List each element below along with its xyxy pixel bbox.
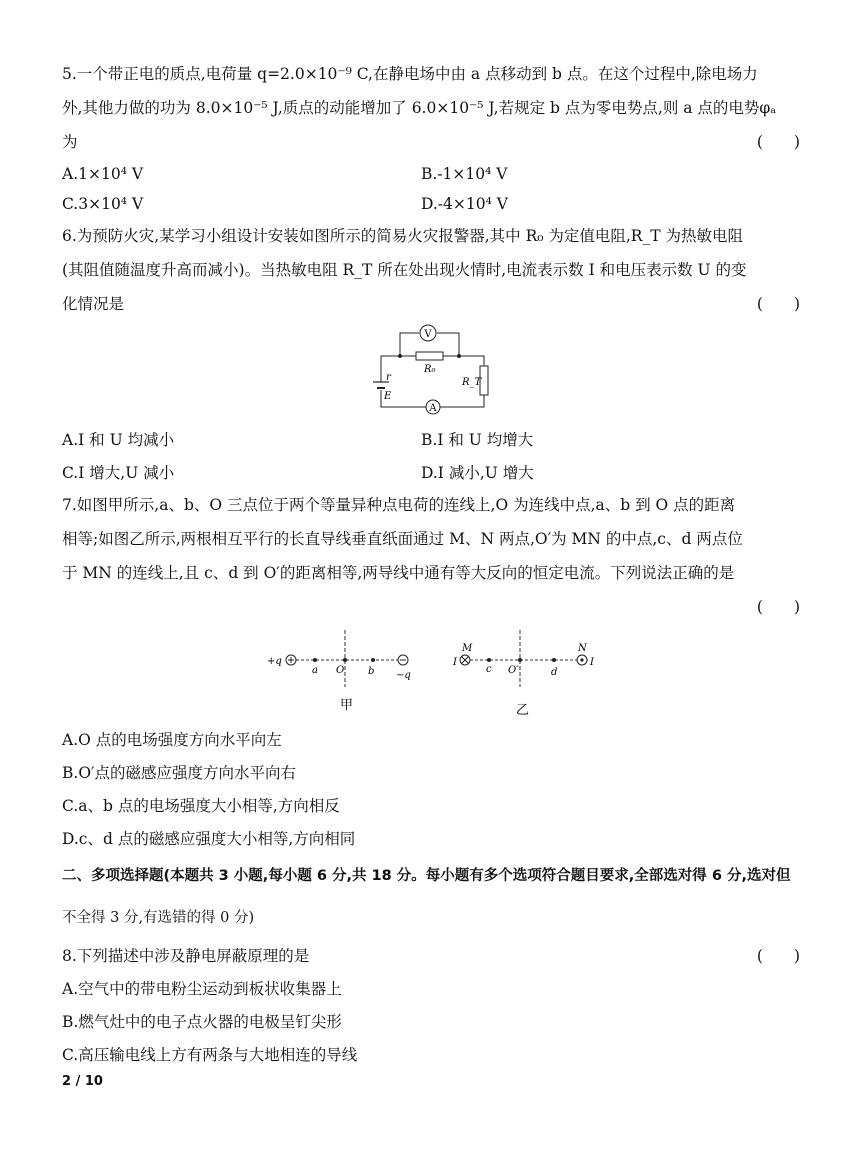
point-o-prime-label: O′ [508, 665, 519, 676]
point-o-label: O [336, 665, 345, 676]
q5-answer-paren: ( ) [756, 133, 800, 151]
q7-line3: 于 MN 的连线上,且 c、d 到 O′的距离相等,两导线中通有等大反向的恒定电流。下列说法正确的是 [62, 564, 735, 582]
internal-resistance-label: r [386, 372, 391, 383]
section2-heading-line1: 二、多项选择题(本题共 3 小题,每小题 6 分,共 18 分。每小题有多个选项符合题目要求,全部选对得 6 分,选对但 [62, 868, 791, 884]
q8-option-c: C.高压输电线上方有两条与大地相连的导线 [62, 1046, 358, 1064]
q6-line2: (其阻值随温度升高而减小)。当热敏电阻 R_T 所在处出现火情时,电流表示数 I 和电压表示数 U 的变 [62, 261, 747, 279]
voltmeter-label: V [424, 329, 432, 340]
point-c-label: c [486, 664, 492, 675]
q7-line1: 7.如图甲所示,a、b、O 三点位于两个等量异种点电荷的连线上,O 为连线中点,a、b 到 O 点的距离 [62, 496, 736, 514]
emf-label: E [384, 391, 392, 402]
positive-charge-label: +q [267, 656, 282, 667]
q5-line3: 为 [62, 133, 78, 151]
q7-option-d: D.c、d 点的磁感应强度大小相等,方向相同 [62, 830, 356, 848]
figure-jia-caption: 甲 [340, 698, 354, 713]
current-i-left-label: I [453, 657, 457, 668]
point-n-label: N [578, 643, 587, 654]
q6-line1: 6.为预防火灾,某学习小组设计安装如图所示的简易火灾报警器,其中 R₀ 为定值电阻,R_T 为热敏电阻 [62, 227, 743, 245]
point-m-label: M [462, 643, 473, 654]
q8-line1: 8.下列描述中涉及静电屏蔽原理的是 [62, 947, 310, 965]
current-i-right-label: I [590, 657, 594, 668]
section2-heading-line2: 不全得 3 分,有选错的得 0 分) [62, 910, 255, 926]
negative-charge-label: −q [396, 670, 411, 681]
q6-option-d: D.I 减小,U 增大 [421, 464, 534, 482]
rt-label: R_T [462, 377, 482, 388]
q7-line2: 相等;如图乙所示,两根相互平行的长直导线垂直纸面通过 M、N 两点,O′为 MN 的中点,c、d 两点位 [62, 530, 743, 548]
page-number: 2 / 10 [62, 1074, 103, 1089]
q6-line3: 化情况是 [62, 295, 125, 313]
q8-option-a: A.空气中的带电粉尘运动到板状收集器上 [62, 980, 342, 998]
q8-option-b: B.燃气灶中的电子点火器的电极呈钉尖形 [62, 1013, 342, 1031]
q5-option-b: B.-1×10⁴ V [421, 165, 508, 183]
figure-yi [450, 625, 610, 720]
q7-option-b: B.O′点的磁感应强度方向水平向右 [62, 764, 297, 782]
q5-option-a: A.1×10⁴ V [62, 165, 144, 183]
q6-option-c: C.I 增大,U 减小 [62, 464, 175, 482]
point-d-label: d [551, 667, 558, 678]
point-a-label: a [312, 665, 318, 676]
q8-answer-paren: ( ) [756, 947, 800, 965]
q6-option-a: A.I 和 U 均减小 [62, 431, 175, 449]
q5-line2: 外,其他力做的功为 8.0×10⁻⁵ J,质点的动能增加了 6.0×10⁻⁵ J,若规定 b 点为零电势点,则 a 点的电势φₐ [62, 99, 777, 117]
q6-option-b: B.I 和 U 均增大 [421, 431, 534, 449]
ammeter-label: A [429, 403, 437, 414]
point-b-label: b [368, 666, 375, 677]
q7-option-a: A.O 点的电场强度方向水平向左 [62, 731, 282, 749]
figure-jia [262, 625, 422, 720]
figure-yi-caption: 乙 [516, 703, 530, 718]
r0-label: R₀ [424, 364, 436, 375]
q7-answer-paren: ( ) [756, 598, 800, 616]
q7-option-c: C.a、b 点的电场强度大小相等,方向相反 [62, 797, 340, 815]
q5-option-d: D.-4×10⁴ V [421, 195, 508, 213]
q5-line1: 5.一个带正电的质点,电荷量 q=2.0×10⁻⁹ C,在静电场中由 a 点移动到 b 点。在这个过程中,除电场力 [62, 65, 758, 83]
q5-option-c: C.3×10⁴ V [62, 195, 144, 213]
q6-answer-paren: ( ) [756, 295, 800, 313]
circuit-diagram [355, 318, 505, 418]
